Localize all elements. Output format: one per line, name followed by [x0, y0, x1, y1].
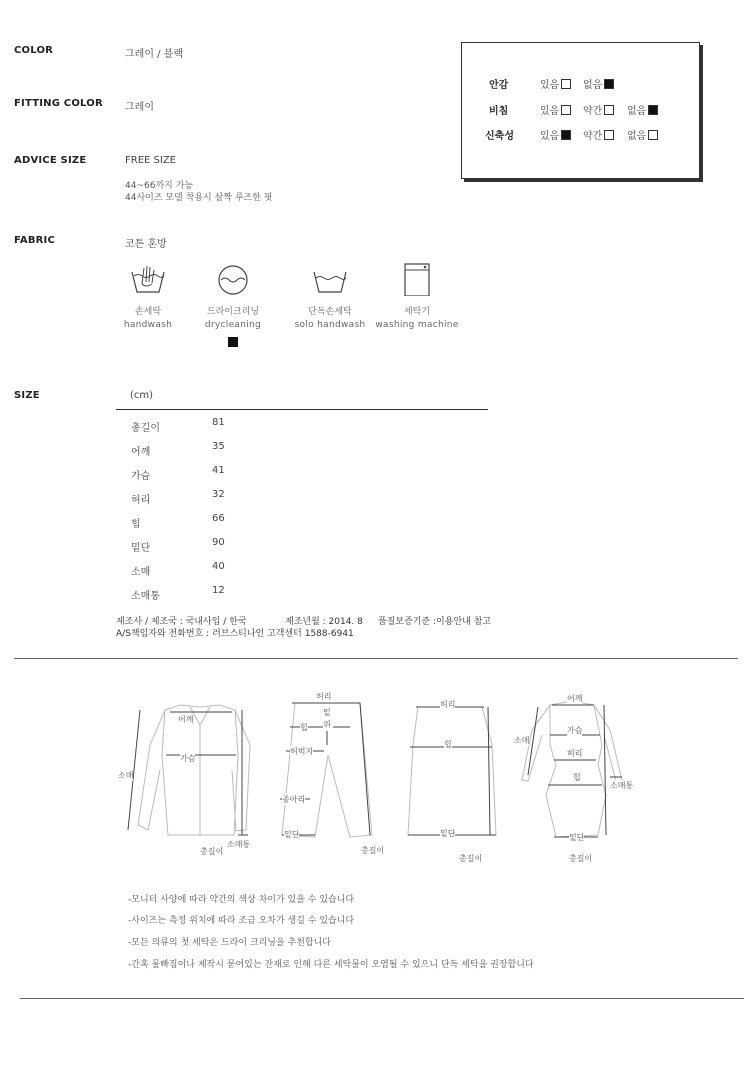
skirt-label-hem: 밑단 [440, 829, 456, 838]
size-row-name: 힙 [131, 519, 141, 530]
note-line: -모든 의류의 첫 세탁은 드라이 크리닝을 추천합니다 [128, 938, 331, 948]
dress-label-length: 총길이 [569, 854, 593, 863]
pants-label-hip: 힙 [300, 723, 308, 732]
warranty-info: 품질보증기준 :이용안내 참고 [378, 617, 492, 627]
skirt-measure-lines [408, 707, 496, 835]
checkbox-filled-icon [561, 130, 571, 140]
care-drycleaning [188, 262, 278, 347]
pants-label-knee: 종아리 [282, 795, 306, 804]
skirt-label-waist: 허리 [440, 700, 456, 709]
shirt-label-length: 총길이 [200, 847, 224, 856]
note-line: -사이즈는 측정 위치에 따라 조금 오차가 생길 수 있습니다 [128, 916, 355, 926]
checkbox-empty-icon [604, 130, 614, 140]
care-solo-handwash [285, 262, 375, 330]
shirt-diagram [138, 705, 250, 835]
handwash-icon [128, 262, 168, 296]
care-label-en: washing machine [375, 320, 459, 330]
fabric-label: FABRIC [14, 235, 56, 246]
pants-label-length: 총길이 [361, 846, 385, 855]
care-label-en: handwash [123, 320, 173, 330]
option-yes: 있음 [540, 102, 571, 117]
option-no: 없음 [627, 102, 658, 117]
pants-label-waist: 허리 [316, 692, 332, 701]
dress-label-hem: 밑단 [569, 833, 585, 842]
size-row-value: 12 [212, 585, 225, 596]
color-label: COLOR [14, 45, 54, 56]
fitting-color-value: 그레이 [125, 102, 154, 113]
checkbox-empty-icon [604, 105, 614, 115]
maker-info: 제조사 / 제조국 : 국내사입 / 한국 [116, 617, 247, 627]
option-slight: 약간 [583, 127, 614, 142]
checkbox-empty-icon [648, 130, 658, 140]
dress-label-waist: 허리 [567, 749, 583, 758]
size-row-value: 35 [212, 441, 225, 452]
checkbox-empty-icon [561, 105, 571, 115]
size-row-name: 밑단 [131, 543, 151, 554]
option-yes: 있음 [540, 127, 571, 142]
fabric-properties-box [461, 42, 700, 179]
size-row-name: 어깨 [131, 447, 151, 458]
dress-label-hip: 힙 [573, 773, 581, 782]
advice-size-note-2: 44사이즈 모델 착용시 살짝 루즈한 핏 [125, 193, 273, 203]
skirt-label-hip: 힙 [444, 740, 452, 749]
property-name: 안감 [489, 80, 509, 91]
dress-label-shoulder: 어깨 [567, 694, 583, 703]
size-table-divider [116, 409, 488, 410]
size-row-name: 총길이 [131, 423, 160, 434]
size-row-value: 90 [212, 537, 225, 548]
size-row-value: 41 [212, 465, 225, 476]
care-label-en: solo handwash [294, 320, 366, 330]
skirt-label-length: 총길이 [459, 854, 483, 863]
shirt-label-cuff: 소매통 [227, 840, 251, 849]
size-row-name: 가슴 [131, 471, 151, 482]
fabric-value: 코튼 혼방 [125, 239, 167, 250]
advice-size-note-1: 44~66까지 가능 [125, 181, 194, 191]
checkbox-empty-icon [561, 79, 571, 89]
pants-label-rise: 밑위 [323, 707, 333, 731]
care-selected-marker-icon [228, 337, 238, 347]
as-contact-info: A/S책임자와 전화번호 : 러브스티나인 고객센터 1588-6941 [116, 629, 354, 639]
size-row-name: 허리 [131, 495, 151, 506]
care-washing-machine [372, 262, 462, 330]
dress-diagram [522, 701, 622, 837]
option-no: 없음 [583, 76, 614, 91]
checkbox-filled-icon [648, 105, 658, 115]
size-row-name: 소매통 [131, 591, 160, 602]
care-handwash [103, 262, 193, 330]
drycleaning-icon [213, 262, 253, 296]
size-row-name: 소매 [131, 567, 151, 578]
garment-measurement-diagrams [110, 685, 630, 865]
option-no: 없음 [627, 127, 658, 142]
size-unit: (cm) [130, 390, 154, 401]
note-line: -모니터 사양에 따라 약간의 색상 차이가 있을 수 있습니다 [128, 895, 355, 905]
pants-label-hem: 밑단 [284, 830, 300, 839]
fitting-color-label: FITTING COLOR [14, 98, 103, 109]
size-row-value: 40 [212, 561, 225, 572]
care-label-ko: 손세탁 [134, 307, 162, 317]
care-label-ko: 드라이크리닝 [206, 307, 260, 317]
option-yes: 있음 [540, 76, 571, 91]
skirt-diagram [408, 707, 496, 835]
property-name: 신축성 [485, 131, 514, 142]
washing-machine-icon [397, 262, 437, 296]
dress-label-sleeve: 소매 [514, 736, 530, 745]
size-row-value: 32 [212, 489, 225, 500]
shirt-label-sleeve: 소매 [118, 771, 134, 780]
dress-label-cuff: 소매통 [610, 781, 634, 790]
option-slight: 약간 [583, 102, 614, 117]
checkbox-filled-icon [604, 79, 614, 89]
property-name: 비침 [489, 106, 509, 117]
dress-label-chest: 가슴 [567, 726, 583, 735]
care-label-ko: 세탁기 [403, 307, 431, 317]
care-label-en: drycleaning [204, 320, 262, 330]
size-label: SIZE [14, 390, 40, 401]
pants-label-thigh: 허벅지 [290, 747, 314, 756]
shirt-label-shoulder: 어깨 [178, 715, 194, 724]
advice-size-label: ADVICE SIZE [14, 155, 87, 166]
advice-size-value: FREE SIZE [125, 155, 176, 166]
note-line: -간혹 물빠짐이나 제작시 묻어있는 잔재로 인해 다른 세탁물이 오염될 수 있으니 단독 세탁을 권장합니다 [128, 960, 534, 970]
shirt-label-chest: 가슴 [180, 754, 196, 763]
color-value: 그레이 / 블랙 [125, 49, 184, 60]
size-row-value: 66 [212, 513, 225, 524]
section-divider [14, 658, 738, 659]
manufacture-date: 제조년월 : 2014. 8 [285, 617, 363, 627]
size-row-value: 81 [212, 417, 225, 428]
footer-divider [20, 998, 744, 999]
care-label-ko: 단독손세탁 [308, 307, 352, 317]
solo-handwash-icon [310, 262, 350, 296]
